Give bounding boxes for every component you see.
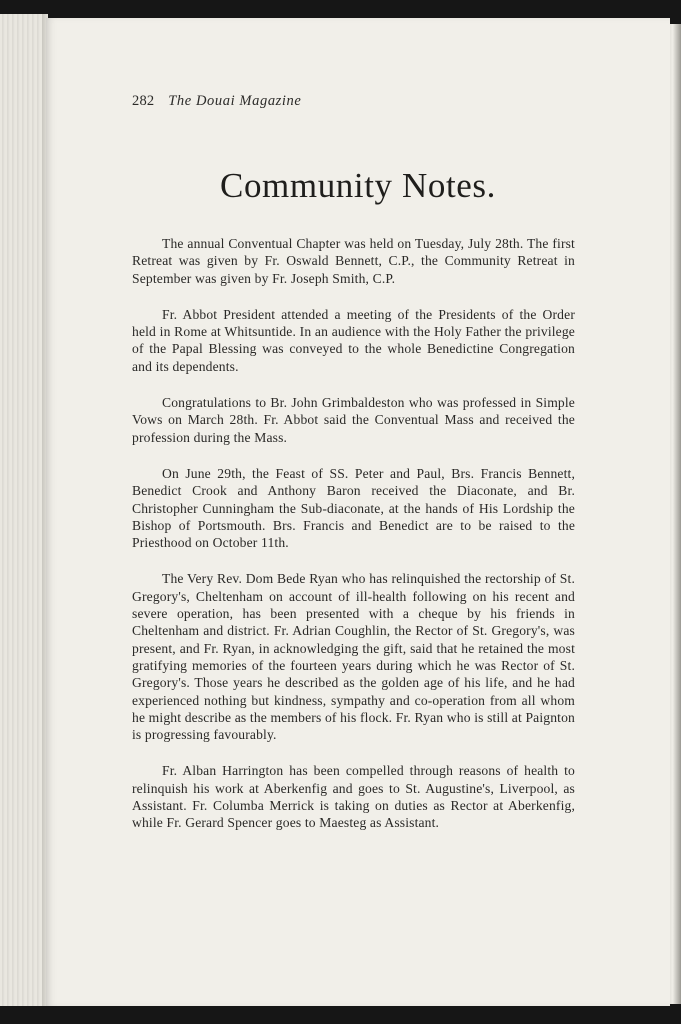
paragraph-abbot-president: Fr. Abbot President attended a meeting of the Presidents of the Order held in Rome at Whitsuntide. In an audience with the Holy Father the privilege of the Papal Blessing was conveyed to the whole Benedictine Congregation and its dependents. [132,306,575,374]
paragraph-chapter: The annual Conventual Chapter was held on Tuesday, July 28th. The first Retreat was given by Fr. Oswald Bennett, C.P., the Community Retreat in September was given by Fr. Joseph Smith, C.P. [132,236,575,286]
magazine-page [46,18,670,1006]
article-body [132,235,575,851]
magazine-name: The Douai Magazine [168,93,302,109]
page-stack-edge [0,14,48,1006]
paragraph-ordinations: On June 29th, the Feast of SS. Peter and Paul, Brs. Francis Bennett, Benedict Crook and Anthony Baron received the Diaconate, and Br. Christopher Cunningham the Sub-diaconate, at the hands of His Lordship the Bishop of Portsmouth. Brs. Francis and Benedict are to be raised to the Priesthood on October 11th. [132,465,575,551]
paragraph-dom-bede-ryan: The Very Rev. Dom Bede Ryan who has relinquished the rectorship of St. Gregory's, Cheltenham on account of ill-health following on his recent and severe operation, has been presented with a cheque by his friends in Cheltenham and district. Fr. Adrian Coughlin, the Rector of St. Gregory's, was present, and Fr. Ryan, in acknowledging the gift, said that he retained the most gratifying memories of the fourteen years during which he was Rector of St. Gregory's. Those years he described as the golden age of his life, and he had experienced nothing but kindness, sympathy and co-operation from all whom he might describe as the members of his flock. Fr. Ryan who is still at Paignton is progressing favourably. [132,571,575,743]
paragraph-congratulations: Congratulations to Br. John Grimbaldeston who was professed in Simple Vows on March 28th. Fr. Abbot said the Conventual Mass and received the profession during the Mass. [132,395,575,445]
page-number: 282 [132,93,155,109]
running-head [132,93,301,110]
article-title: Community Notes. [220,166,496,205]
paragraph-appointments: Fr. Alban Harrington has been compelled through reasons of health to relinquish his work at Aberkenfig and goes to St. Augustine's, Liverpool, as Assistant. Fr. Columba Merrick is taking on duties as Rector at Aberkenfig, while Fr. Gerard Spencer goes to Maesteg as Assistant. [132,763,575,831]
